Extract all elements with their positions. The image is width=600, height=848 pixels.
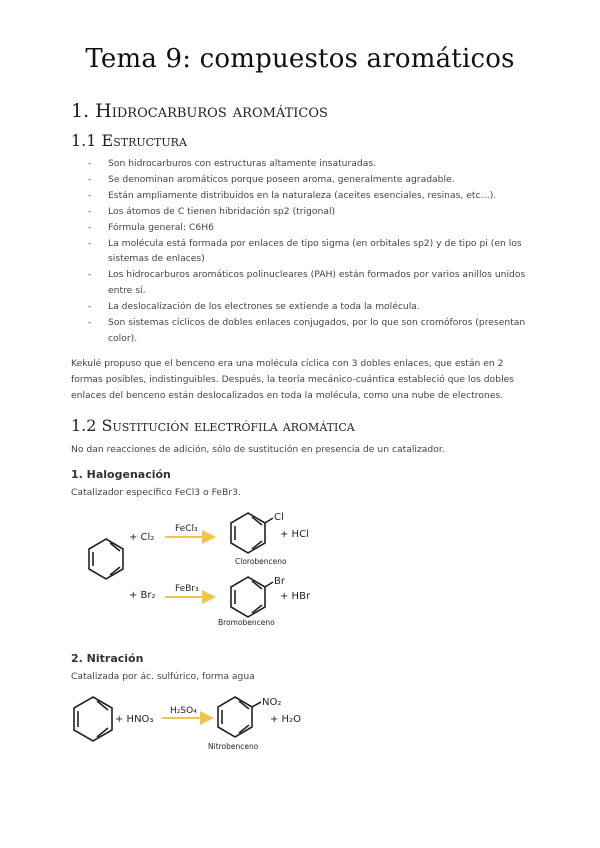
catalyst-febr3: FeBr₃ — [175, 584, 199, 594]
product-name-chlorobenzene: Clorobenceno — [235, 557, 287, 566]
benzene-ring-reactant — [89, 539, 123, 579]
halogenation-description: Catalizador específico FeCl3 o FeBr3. — [71, 487, 241, 498]
benzene-ring-nitration-reactant — [74, 697, 112, 741]
list-item: - La deslocalización de los electrones se extiende a toda la molécula. — [88, 299, 538, 315]
list-item: - Los átomos de C tienen hibridación sp2 (trigonal) — [88, 204, 538, 220]
benzene-ring-nitrobenzene — [218, 697, 261, 737]
product-name-nitrobenzene: Nitrobenceno — [208, 742, 259, 751]
list-item: - Están ampliamente distribuidos en la naturaleza (aceites esenciales, resinas, etc…). — [88, 188, 538, 204]
substitution-intro: No dan reacciones de adición, sólo de sustitución en presencia de un catalizador. — [71, 444, 445, 455]
catalyst-fecl3: FeCl₃ — [175, 524, 198, 534]
list-item: - Son sistemas cíclicos de dobles enlaces conjugados, por lo que son cromóforos (presentan color). — [88, 315, 538, 347]
reagent-bromine: + Br₂ — [129, 590, 156, 601]
list-item: - Se denominan aromáticos porque poseen aroma, generalmente agradable. — [88, 172, 538, 188]
nitration-description: Catalizada por ác. sulfúrico, forma agua — [71, 671, 255, 682]
byproduct-hcl: + HCl — [280, 529, 309, 540]
reagent-chlorine: + Cl₂ — [129, 532, 155, 543]
page-title: Tema 9: compuestos aromáticos — [85, 44, 515, 74]
reagent-nitric-acid: + HNO₃ — [115, 714, 154, 725]
byproduct-hbr: + HBr — [280, 591, 311, 602]
substituent-chlorine: Cl — [274, 512, 284, 523]
byproduct-water: + H₂O — [270, 714, 301, 725]
catalyst-sulfuric-acid: H₂SO₄ — [170, 706, 197, 716]
product-name-bromobenzene: Bromobenceno — [218, 618, 275, 627]
benzene-ring-chlorobenzene — [231, 513, 273, 553]
list-item: - Son hidrocarburos con estructuras altamente insaturadas. — [88, 156, 538, 172]
section-heading-hydrocarbons: 1. Hidrocarburos aromáticos — [71, 100, 328, 122]
halogenation-heading: 1. Halogenación — [71, 468, 171, 481]
nitration-heading: 2. Nitración — [71, 652, 144, 665]
list-item: - La molécula está formada por enlaces de tipo sigma (en orbitales sp2) y de tipo pi (en los sistemas de enlaces) — [88, 236, 538, 268]
substituent-nitro: NO₂ — [262, 697, 282, 708]
kekule-paragraph: Kekulé propuso que el benceno era una molécula cíclica con 3 dobles enlaces, que están en 2 formas posibles, indistinguibles. Después, la teoría mecánico-cuántica estableció que los dobles enlaces del benceno están deslocalizados en toda la molécula, como una nube de electrones. — [71, 358, 515, 401]
substituent-bromine: Br — [274, 576, 285, 587]
benzene-ring-bromobenzene — [231, 577, 273, 617]
list-item: - Fórmula general: C6H6 — [88, 220, 538, 236]
list-item: - Los hidrocarburos aromáticos polinucleares (PAH) están formados por varios anillos unidos entre sí. — [88, 267, 538, 299]
subsection-heading-structure: 1.1 Estructura — [71, 131, 187, 150]
subsection-heading-substitution: 1.2 Sustitución electrófila aromática — [71, 416, 355, 435]
